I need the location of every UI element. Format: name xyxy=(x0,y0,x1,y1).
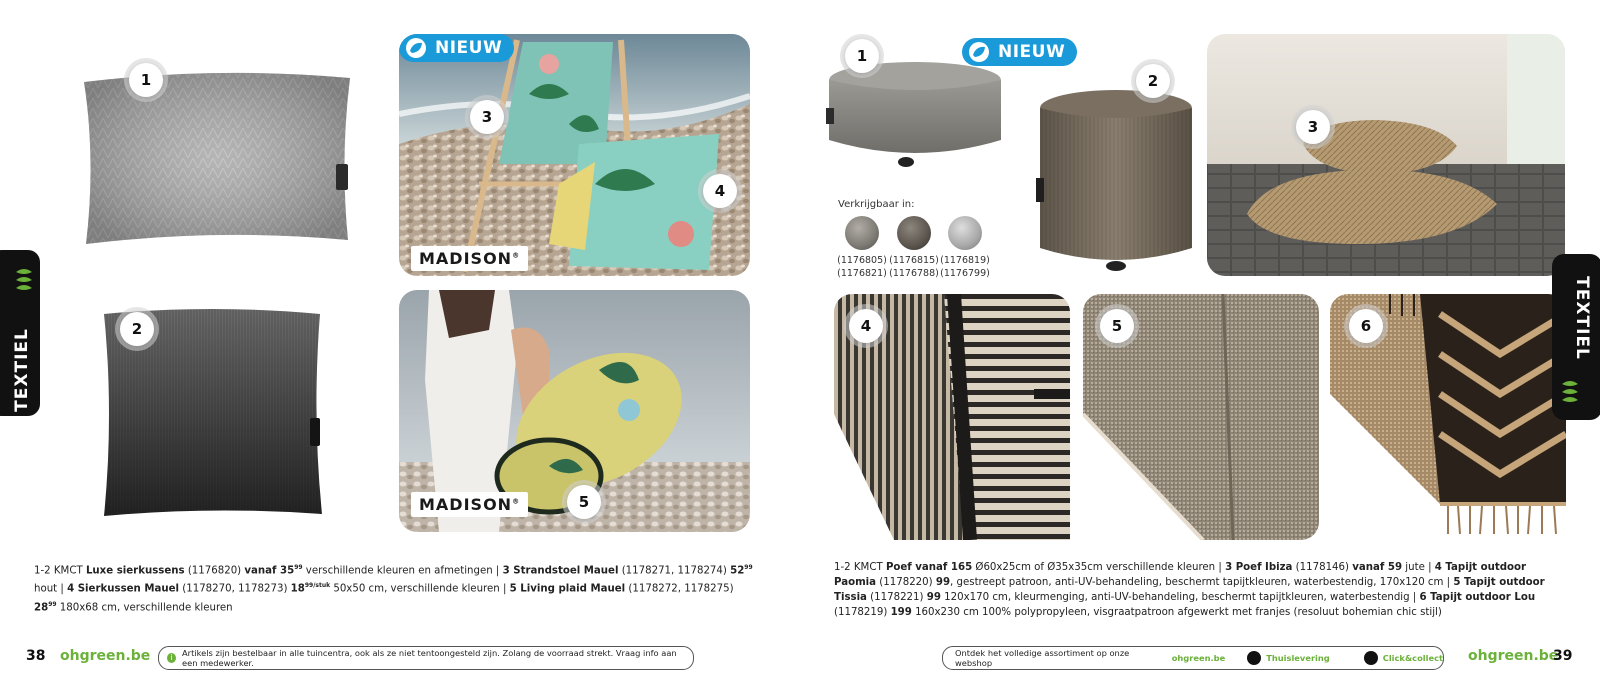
product-name: 4 Tapijt outdoor Paomia xyxy=(834,562,1527,588)
leaf-icon xyxy=(405,37,427,59)
product-name: 3 Poef Ibiza xyxy=(1225,562,1293,573)
caption-text: 1-2 KMCT xyxy=(834,562,886,573)
separator: | xyxy=(1215,562,1226,573)
side-tab-left xyxy=(0,250,40,416)
product-price: vanaf 59 xyxy=(1352,562,1403,573)
product-desc: Ø60x25cm of Ø35x35cm verschillende kleuren xyxy=(972,562,1216,573)
ohgreen-leaf-icon xyxy=(14,266,34,294)
product-name: Luxe sierkussens xyxy=(85,565,185,577)
available-label: Verkrijgbaar in: xyxy=(838,199,915,210)
product-desc: hout xyxy=(34,583,58,595)
product-code: (1178220) xyxy=(876,577,936,588)
product-price: vanaf 35 xyxy=(244,565,295,577)
side-tab-left-label: TEXTIEL xyxy=(11,328,32,412)
webshop-link[interactable]: ohgreen.be xyxy=(1171,653,1226,663)
side-tab-right-label: TEXTIEL xyxy=(1571,276,1592,360)
product-image-poef-brown xyxy=(1036,88,1196,272)
badge-1: 1 xyxy=(129,63,163,97)
product-code: (1178219) xyxy=(834,607,891,618)
swatch-code: (1176819) xyxy=(940,255,990,266)
leaf-icon-right xyxy=(968,41,990,63)
swatch-3-codes xyxy=(937,254,993,280)
separator: | xyxy=(492,565,503,577)
badge-5: 5 xyxy=(567,485,601,519)
delivery-label: Thuislevering xyxy=(1266,653,1330,663)
product-code: (1178270, 1178273) xyxy=(179,583,291,595)
badge-r6: 6 xyxy=(1349,309,1383,343)
swatch-1-codes xyxy=(834,254,890,280)
price-cents: 99 xyxy=(48,600,57,608)
badge-r2: 2 xyxy=(1136,64,1170,98)
swatch-2 xyxy=(897,216,931,250)
page-number-right: 39 xyxy=(1553,648,1573,664)
caption-left xyxy=(34,560,759,615)
product-name: 5 Living plaid Mauel xyxy=(509,583,626,595)
new-label-text: NIEUW xyxy=(435,38,503,58)
badge-r4: 4 xyxy=(849,309,883,343)
product-price: 99 xyxy=(926,592,941,603)
brand-mark: ® xyxy=(512,251,521,260)
page-number-left: 38 xyxy=(26,648,46,664)
product-image-cushion-light xyxy=(78,68,356,248)
badge-3: 3 xyxy=(470,100,504,134)
product-desc: 120x170 cm, kleurmenging, anti-UV-behandeling, beschermt tapijtkleuren, waterbestendig xyxy=(940,592,1410,603)
product-image-poef-grey xyxy=(826,58,1004,170)
product-code: (1178272, 1178275) xyxy=(625,583,734,595)
price-cents: 99 xyxy=(294,564,303,571)
product-name: 6 Tapijt outdoor Lou xyxy=(1419,592,1536,603)
product-name: 5 Tapijt outdoor Tissia xyxy=(834,577,1545,603)
product-desc: 180x68 cm, verschillende kleuren xyxy=(56,602,233,614)
badge-4: 4 xyxy=(703,174,737,208)
photo-beach-chair xyxy=(399,34,750,276)
separator: | xyxy=(1409,592,1420,603)
site-link-right[interactable]: ohgreen.be xyxy=(1468,648,1559,664)
badge-r1: 1 xyxy=(845,39,879,73)
product-code: (1178146) xyxy=(1292,562,1353,573)
brand-logo-text-2: MADISON xyxy=(419,495,513,514)
caption-right xyxy=(834,560,1550,620)
price-cents: 99/stuk xyxy=(304,582,331,590)
webshop-text: Ontdek het volledige assortiment op onze webshop xyxy=(955,648,1130,668)
swatch-code: (1176805) xyxy=(837,255,887,266)
brand-logo-text: MADISON xyxy=(419,249,513,268)
info-icon: i xyxy=(167,653,176,663)
product-name: 3 Strandstoel Mauel xyxy=(502,565,619,577)
notice-text: Artikels zijn bestelbaar in alle tuincentra, ook als ze niet tentoongesteld zijn. Zolang de voorraad strekt. Vraag info aan een medewerker. xyxy=(181,648,677,668)
product-price: 99 xyxy=(935,577,951,588)
notice-pill xyxy=(158,646,694,670)
product-code: (1178221) xyxy=(866,592,927,603)
swatch-code: (1176799) xyxy=(940,268,990,279)
product-name: 4 Sierkussen Mauel xyxy=(67,583,180,595)
product-desc: 160x230 cm 100% polypropyleen, visgraatpatroon afgewerkt met franjes (resoluut bohemian chic stijl) xyxy=(911,607,1442,618)
price-cents: 99 xyxy=(744,564,753,571)
delivery-icon xyxy=(1247,651,1261,665)
badge-r5: 5 xyxy=(1100,309,1134,343)
brand-logo xyxy=(411,246,528,271)
caption-text: 1-2 KMCT xyxy=(34,565,86,577)
brand-logo-2 xyxy=(411,492,528,517)
site-link-left[interactable]: ohgreen.be xyxy=(60,648,151,664)
product-price: 28 xyxy=(34,602,49,614)
separator: | xyxy=(499,583,510,595)
product-name: Poef vanaf 165 xyxy=(885,562,973,573)
product-price: 52 xyxy=(730,565,745,577)
product-code: (1176820) xyxy=(184,565,245,577)
swatch-3 xyxy=(948,216,982,250)
swatch-code: (1176788) xyxy=(889,268,939,279)
swatch-1 xyxy=(845,216,879,250)
product-desc: jute xyxy=(1402,562,1425,573)
product-code: (1178271, 1178274) xyxy=(618,565,731,577)
brand-mark-2: ® xyxy=(512,497,521,506)
product-desc: verschillende kleuren en afmetingen xyxy=(302,565,493,577)
separator: | xyxy=(1443,577,1454,588)
product-desc: 50x50 cm, verschillende kleuren xyxy=(330,583,500,595)
swatch-2-codes xyxy=(886,254,942,280)
swatch-code: (1176821) xyxy=(837,268,887,279)
swatch-code: (1176815) xyxy=(889,255,939,266)
product-price: 18 xyxy=(290,583,305,595)
click-collect-icon xyxy=(1364,651,1378,665)
webshop-pill xyxy=(942,646,1444,670)
product-price: 199 xyxy=(890,607,912,618)
click-collect-label: Click&collect xyxy=(1382,653,1444,663)
side-tab-right xyxy=(1552,254,1600,420)
separator: | xyxy=(57,583,68,595)
badge-2: 2 xyxy=(120,312,154,346)
new-label-text-right: NIEUW xyxy=(998,42,1066,62)
new-label xyxy=(399,34,514,62)
new-label-right xyxy=(962,38,1077,66)
product-desc: , gestreept patroon, anti-UV-behandeling, beschermt tapijtkleuren, waterbestendig, 170x120 cm xyxy=(950,577,1444,588)
badge-r3: 3 xyxy=(1296,110,1330,144)
separator: | xyxy=(1424,562,1435,573)
ohgreen-leaf-icon-right xyxy=(1560,378,1580,406)
photo-poef-ibiza xyxy=(1207,34,1565,276)
